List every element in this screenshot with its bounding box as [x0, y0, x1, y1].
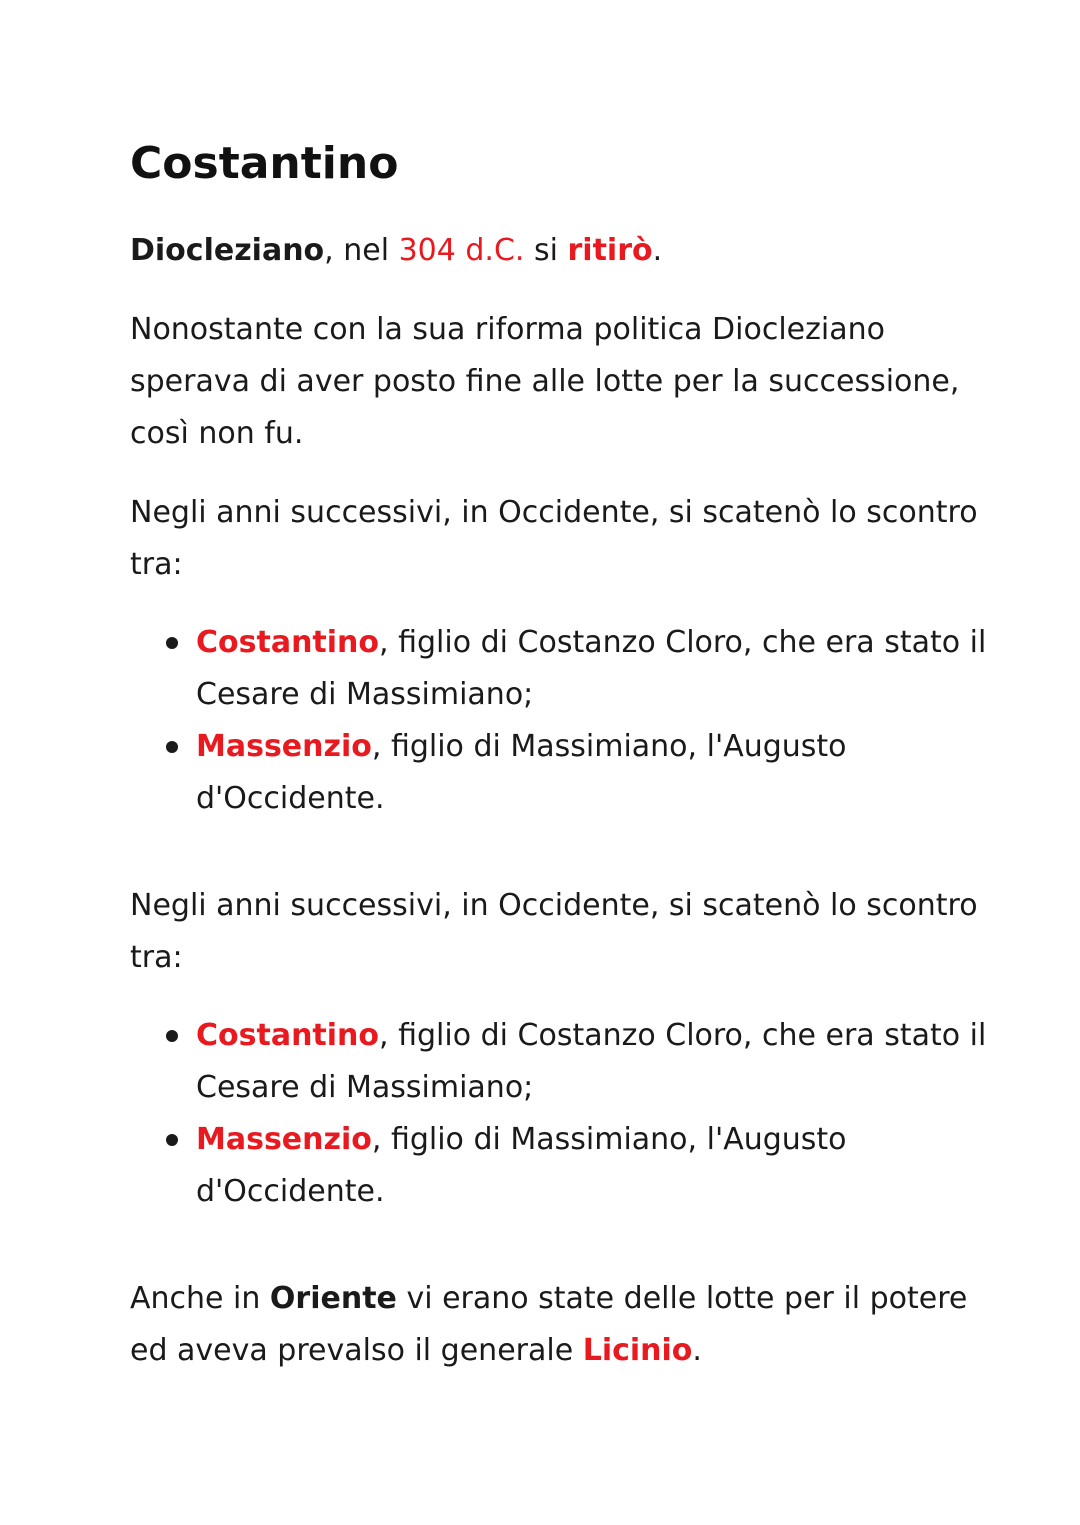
intro-text-1: , nel: [324, 233, 399, 268]
list-item-name: Costantino: [196, 625, 380, 660]
intro-name: Diocleziano: [130, 233, 325, 268]
section-1-list: [130, 617, 990, 825]
intro-text-3: .: [652, 233, 663, 268]
intro-text-2: si: [524, 233, 568, 268]
section-1-lead: Negli anni successivi, in Occidente, si scatenò lo scontro tra:: [130, 495, 978, 582]
intro-verb: ritirò: [567, 233, 653, 268]
closing-text-1: Anche in: [130, 1281, 270, 1316]
list-item: [130, 617, 990, 721]
list-item-name: Massenzio: [196, 729, 372, 764]
list-item-name: Massenzio: [196, 1122, 372, 1157]
closing-text-2: vi erano state delle lotte per il potere ed aveva prevalso il generale: [130, 1281, 968, 1368]
closing-general: Licinio: [582, 1333, 693, 1368]
intro-paragraph: [130, 225, 990, 277]
list-item-text: , figlio di Costanzo Cloro, che era stato il Cesare di Massimiano;: [196, 625, 987, 712]
paragraph-riforma: Nonostante con la sua riforma politica Diocleziano sperava di aver posto fine alle lotte per la successione, così non fu.: [130, 312, 960, 451]
list-item: [130, 721, 990, 825]
closing-text-3: .: [692, 1333, 702, 1368]
list-item-text: , figlio di Costanzo Cloro, che era stato il Cesare di Massimiano;: [196, 1018, 987, 1105]
list-item: [130, 1010, 990, 1114]
closing-region: Oriente: [269, 1281, 397, 1316]
list-item-name: Costantino: [196, 1018, 380, 1053]
closing-paragraph: [130, 1273, 990, 1377]
intro-year: 304 d.C.: [398, 233, 525, 268]
list-item: [130, 1114, 990, 1218]
list-item-text: , figlio di Massimiano, l'Augusto d'Occidente.: [196, 1122, 847, 1209]
section-2-list: [130, 1010, 990, 1218]
section-2-lead: Negli anni successivi, in Occidente, si scatenò lo scontro tra:: [130, 888, 978, 975]
page-title: Costantino: [130, 138, 399, 189]
list-item-text: , figlio di Massimiano, l'Augusto d'Occidente.: [196, 729, 847, 816]
